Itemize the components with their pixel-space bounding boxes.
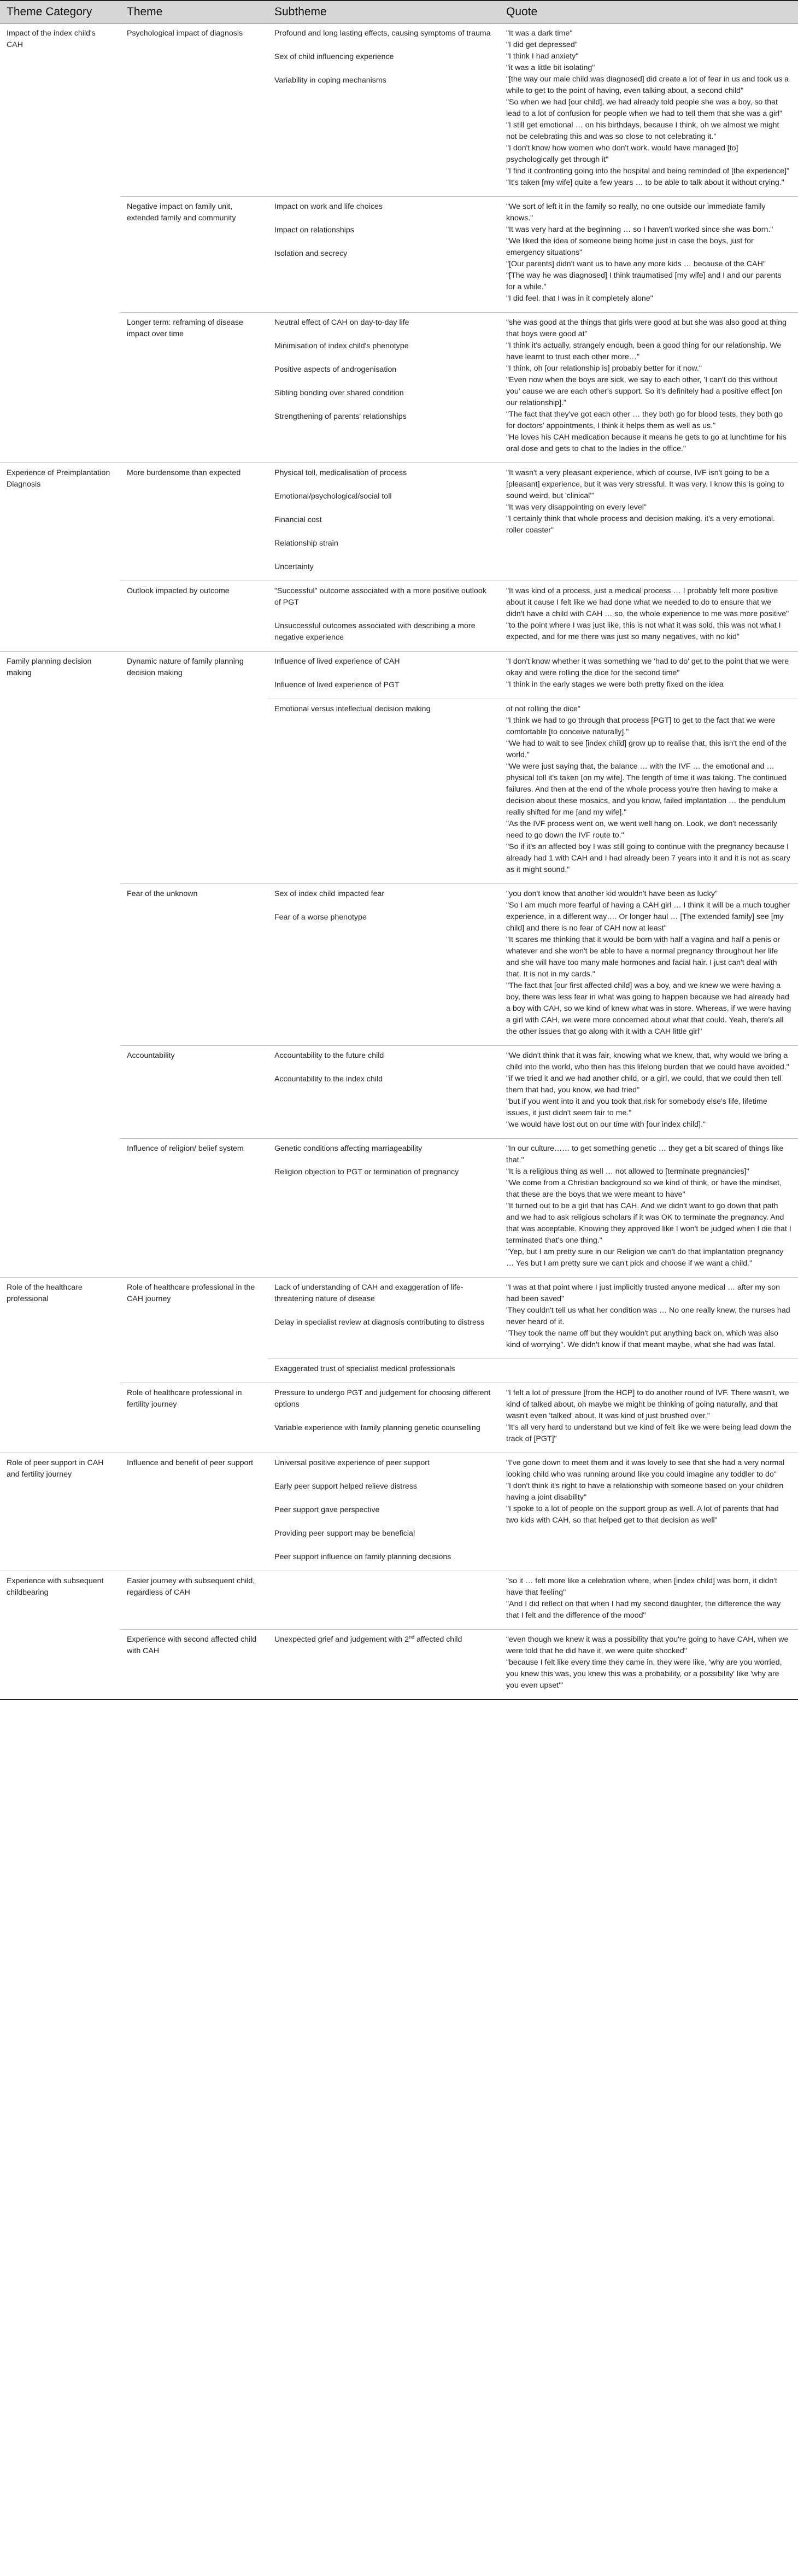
quote-text: "it was a little bit isolating": [506, 63, 595, 72]
quote-cell: [500, 1571, 798, 1630]
subtheme-item: Genetic conditions affecting marriageability: [274, 1144, 423, 1153]
quote-text: "It is a religious thing as well … not allowed to [terminate pregnancies]": [506, 1167, 749, 1176]
quote-text: "So if it's an affected boy I was still going to continue with the pregnancy because I already had 1 with CAH and I had already been 7 years into it and it is not as scary as it might sound.": [506, 842, 790, 874]
subtheme-item: Delay in specialist review at diagnosis contributing to distress: [274, 1318, 485, 1327]
quote-text: "I find it confronting going into the hospital and being reminded of [the experience]": [506, 167, 790, 175]
subtheme-item: Variable experience with family planning genetic counselling: [274, 1424, 480, 1432]
table-header: [0, 1, 798, 24]
theme-category-cell: Impact of the index child's CAH: [7, 29, 96, 49]
subtheme-item: Uncertainty: [274, 563, 314, 571]
theme-category-cell: Experience of Preimplantation Diagnosis: [7, 469, 110, 489]
quote-text: "I still get emotional … on his birthdays, because I think, oh we almost we might not be celebrating this and was so close to not celebrating it.": [506, 121, 779, 141]
subtheme-cell: [268, 581, 500, 652]
quote-cell: [500, 699, 798, 884]
quote-cell: [500, 1453, 798, 1571]
quote-cell: [500, 197, 798, 313]
table-row: [0, 1046, 798, 1139]
subtheme-item: Emotional/psychological/social toll: [274, 492, 392, 501]
subtheme-cell: [268, 1046, 500, 1139]
quote-cell: [500, 1359, 798, 1383]
quote-text: "[Our parents] didn't want us to have any more kids … because of the CAH": [506, 260, 766, 268]
quote-text: "It wasn't a very pleasant experience, which of course, IVF isn't going to be a [pleasant] experience, but it was very stressful. It was very. I know this is going to sound weird, but 'clinical'": [506, 469, 784, 500]
theme-cell: Dynamic nature of family planning decision making: [127, 657, 244, 677]
quote-text: of not rolling the dice": [506, 705, 580, 713]
subtheme-item: Isolation and secrecy: [274, 249, 348, 258]
subtheme-item: Influence of lived experience of CAH: [274, 657, 400, 666]
table-row: [0, 652, 798, 699]
ordinal-suffix: nd: [409, 1634, 415, 1640]
subtheme-item: Accountability to the future child: [274, 1051, 384, 1060]
theme-category-cell: [0, 1046, 120, 1139]
theme-cell: Psychological impact of diagnosis: [120, 24, 268, 197]
quote-text: "I did get depressed": [506, 40, 578, 49]
quote-text: "I think we had to go through that process [PGT] to get to the fact that we were comfortable [to conceive naturally].": [506, 716, 776, 736]
subtheme-cell: [268, 1453, 500, 1571]
quote-text: "even though we knew it was a possibility that you're going to have CAH, when we were told that he did have it, we were quite shocked": [506, 1635, 789, 1655]
subtheme-item: Religion objection to PGT or termination of pregnancy: [274, 1168, 459, 1176]
table-row: [0, 1359, 798, 1383]
quote-cell: [500, 24, 798, 197]
theme-cell: More burdensome than expected: [120, 463, 268, 581]
quote-text: "The fact that they've got each other … they both go for blood tests, they both go for doctors' appointments, I think it helps them as well as us.": [506, 410, 783, 430]
quote-text: "They took the name off but they wouldn't put anything back on, which was also kind of worrying". We didn't know if that meant maybe, what she had was fatal.: [506, 1329, 779, 1349]
theme-category-cell: [0, 313, 120, 463]
table-row: [0, 884, 798, 1046]
theme-category-cell: [0, 581, 120, 652]
subtheme-item: Exaggerated trust of specialist medical professionals: [274, 1365, 455, 1373]
subtheme-item: Universal positive experience of peer support: [274, 1459, 430, 1467]
quote-text: "The fact that [our first affected child] was a boy, and we knew we were having a boy, there was less fear in what was going to happen because we had already had a boy with CAH, so we kind of knew what was in store. Whereas, if we were having a girl with CAH, we were more concerned about what that could. Yeah, there's all the other issues that go along with it with a CAH little girl": [506, 981, 791, 1036]
quote-text: "So when we had [our child], we had already told people she was a boy, so that lead to a lot of confusion for people when we had to tell them that she was a girl": [506, 98, 783, 118]
quote-text: "I think, oh [our relationship is] probably better for it now.": [506, 364, 702, 373]
quote-text: "I felt a lot of pressure [from the HCP] to do another round of IVF. There wasn't, we kind of talked about, oh maybe we might be thinking of going naturally, and that wasn't even 'talked' about. It was kind of just brushed over.": [506, 1389, 789, 1420]
header-row: [0, 1, 798, 24]
quote-text: "It scares me thinking that it would be born with half a vagina and half a penis or whatever and she won't be able to have a normal pregnancy throughout her life and she will have too many male hormones and facial hair. I just can't deal with that. It is not in my cards.": [506, 935, 781, 979]
table-row: [0, 1453, 798, 1571]
subtheme-cell: [268, 1139, 500, 1278]
theme-cell: Fear of the unknown: [120, 884, 268, 1046]
quote-text: "In our culture…… to get something genetic … they get a bit scared of things like that.": [506, 1144, 784, 1164]
subtheme-cell: [268, 24, 500, 197]
theme-category-cell: [0, 1359, 120, 1383]
subtheme-cell: [268, 1359, 500, 1383]
quote-text: "I was at that point where I just implicitly trusted anyone medical … after my son had been saved": [506, 1283, 781, 1303]
quote-text: 'They couldn't tell us what her condition was … No one really knew, the nurses had never heard of it.: [506, 1306, 790, 1326]
subtheme-item: Peer support influence on family planning decisions: [274, 1553, 451, 1561]
table-row: [0, 197, 798, 313]
subtheme-item: "Successful" outcome associated with a more positive outlook of PGT: [274, 587, 486, 607]
subtheme-item: Variability in coping mechanisms: [274, 76, 386, 85]
theme-category-cell: Family planning decision making: [7, 657, 92, 677]
quote-text: "It was a dark time": [506, 29, 573, 38]
subtheme-cell: [268, 1383, 500, 1453]
quote-cell: [500, 884, 798, 1046]
subtheme-item: [274, 1634, 493, 1646]
subtheme-cell: [268, 699, 500, 884]
quote-text: "I think it's actually, strangely enough, been a good thing for our relationship. We have learnt to trust each other more…": [506, 341, 782, 361]
quote-text: "I don't know whether it was something we 'had to do' get to the point that we were okay and were rolling the dice for the second time": [506, 657, 789, 677]
subtheme-item: Accountability to the index child: [274, 1075, 383, 1084]
subtheme-item: Neutral effect of CAH on day-to-day life: [274, 318, 409, 327]
quote-cell: [500, 581, 798, 652]
quote-text: "I did feel. that I was in it completely alone": [506, 294, 653, 303]
subtheme-item: Impact on work and life choices: [274, 202, 383, 211]
theme-cell: Role of healthcare professional in fertility journey: [120, 1383, 268, 1453]
quote-text: "It was kind of a process, just a medical process … I probably felt more positive about it cause I felt like we had done what we needed to do to ensure that we didn't have a child with CAH … so, the whole experience to me was more positive": [506, 587, 789, 618]
theme-cell: Experience with second affected child with CAH: [120, 1630, 268, 1700]
theme-cell: [120, 1359, 268, 1383]
table-row: [0, 1571, 798, 1630]
theme-category-cell: Experience with subsequent childbearing: [7, 1577, 104, 1597]
theme-category-cell: [0, 884, 120, 1046]
theme-cell: Influence of religion/ belief system: [120, 1139, 268, 1278]
theme-cell: Outlook impacted by outcome: [120, 581, 268, 652]
table-row: [0, 1630, 798, 1700]
quote-text: "We come from a Christian background so we kind of think, or have the mindset, that these are the boys that we were meant to have": [506, 1179, 782, 1199]
quote-cell: [500, 1278, 798, 1359]
subtheme-item: Providing peer support may be beneficial: [274, 1529, 415, 1538]
subtheme-item: Emotional versus intellectual decision making: [274, 705, 431, 713]
quote-text: "I certainly think that whole process and decision making. it's a very emotional. roller coaster": [506, 514, 775, 535]
subtheme-item: Sex of child influencing experience: [274, 52, 394, 61]
quote-text: "We had to wait to see [index child] grow up to realise that, this isn't the end of the world.": [506, 739, 787, 759]
subtheme-item: Positive aspects of androgenisation: [274, 365, 397, 374]
subtheme-cell: [268, 652, 500, 699]
theme-category-cell: [0, 197, 120, 313]
subtheme-item: Impact on relationships: [274, 226, 354, 235]
table-body: [0, 24, 798, 1700]
subtheme-cell: [268, 1278, 500, 1359]
quote-text: "It turned out to be a girl that has CAH. And we didn't want to go down that path and we had to ask religious scholars if it was OK to terminate the pregnancy. And that was acceptable. Knowing they approved like I won't be judged when I die that I terminated that's one thing.": [506, 1202, 791, 1245]
header-subtheme: Subtheme: [268, 1, 500, 24]
quote-text: "I think I had anxiety": [506, 52, 579, 61]
quote-cell: [500, 652, 798, 699]
quote-text: "if we tried it and we had another child, or a girl, we could, that we could then tell them that had, you know, we had tried": [506, 1074, 782, 1094]
table-row: [0, 1383, 798, 1453]
subtheme-item: Influence of lived experience of PGT: [274, 681, 400, 689]
theme-cell: Easier journey with subsequent child, regardless of CAH: [120, 1571, 268, 1630]
quote-cell: [500, 463, 798, 581]
theme-category-cell: Role of the healthcare professional: [7, 1283, 83, 1303]
table-row: [0, 581, 798, 652]
quote-text: "because I felt like every time they came in, they were like, 'why are you worried, you knew this was, you knew this was a probability, or a possibility' like 'why are you even upset'": [506, 1658, 782, 1690]
table-row: [0, 313, 798, 463]
quote-cell: [500, 1383, 798, 1453]
quote-text: "We sort of left it in the family so really, no one outside our immediate family knows.": [506, 202, 766, 223]
quote-text: "We liked the idea of someone being home just in case the boys, just for emergency situations": [506, 237, 754, 257]
theme-cell: Longer term: reframing of disease impact over time: [120, 313, 268, 463]
quote-text: "It's all very hard to understand but we kind of felt like we were being lead down the track of [PGT]": [506, 1423, 791, 1443]
subtheme-cell: [268, 1630, 500, 1700]
subtheme-item: Lack of understanding of CAH and exaggeration of life-threatening nature of disease: [274, 1283, 463, 1303]
quote-text: "to the point where I was just like, this is not what it was sold, this was not what I expected, and for me there was just so many negatives, with no kid": [506, 621, 781, 641]
table-row: [0, 1139, 798, 1278]
subtheme-item: Early peer support helped relieve distress: [274, 1482, 418, 1491]
quote-cell: [500, 1630, 798, 1700]
theme-category-cell: [0, 1383, 120, 1453]
quote-cell: [500, 1046, 798, 1139]
quote-cell: [500, 313, 798, 463]
subtheme-item: Fear of a worse phenotype: [274, 913, 367, 922]
subtheme-text: Unexpected grief and judgement with 2: [274, 1635, 409, 1644]
quote-text: "It was very hard at the beginning … so I haven't worked since she was born.": [506, 225, 773, 234]
subtheme-item: Sibling bonding over shared condition: [274, 389, 404, 397]
subtheme-item: Pressure to undergo PGT and judgement for choosing different options: [274, 1389, 491, 1409]
subtheme-cell: [268, 197, 500, 313]
quote-text: "He loves his CAH medication because it means he gets to go at lunchtime for his oral dose and gets to chat to the ladies in the office.": [506, 433, 787, 453]
subtheme-cell: [268, 313, 500, 463]
quote-text: "[The way he was diagnosed] I think traumatised [my wife] and I and our parents for a while.": [506, 271, 782, 291]
theme-cell: Accountability: [120, 1046, 268, 1139]
theme-category-cell: Role of peer support in CAH and fertility journey: [0, 1453, 120, 1571]
quote-text: "I think in the early stages we were both pretty fixed on the idea: [506, 680, 724, 689]
quote-text: "we would have lost out on our time with [our index child].": [506, 1120, 706, 1129]
quote-text: "[the way our male child was diagnosed] did create a lot of fear in us and took us a while to get to the point of having, even talking about, a second child": [506, 75, 789, 95]
quote-text: "It's taken [my wife] quite a few years … to be able to talk about it without crying.": [506, 178, 784, 187]
table-row: [0, 463, 798, 581]
subtheme-cell: [268, 1571, 500, 1630]
quote-text: "I spoke to a lot of people on the support group as well. A lot of parents that had two kids with CAH, so that helped get to that decision as well": [506, 1504, 779, 1525]
theme-cell: Influence and benefit of peer support: [120, 1453, 268, 1571]
subtheme-cell: [268, 463, 500, 581]
theme-category-cell: [0, 1630, 120, 1700]
header-theme-category: Theme Category: [0, 1, 120, 24]
quote-text: "And I did reflect on that when I had my second daughter, the difference the way that I felt and the difference of the mood": [506, 1600, 781, 1620]
quote-text: "you don't know that another kid wouldn't have been as lucky": [506, 889, 718, 898]
quote-text: "Even now when the boys are sick, we say to each other, 'I can't do this without you' cause we are each other's support. So it's definitely had a positive effect [on our relationship].": [506, 376, 783, 407]
header-quote: Quote: [500, 1, 798, 24]
quote-text: "I don't know how women who don't work. would have managed [to] psychologically get through it": [506, 144, 738, 164]
quote-text: "I don't think it's right to have a relationship with someone based on your children having a joint disability": [506, 1482, 784, 1502]
quote-text: "she was good at the things that girls were good at but she was also good at thing that boys were good at": [506, 318, 787, 338]
header-theme: Theme: [120, 1, 268, 24]
subtheme-cell: [268, 884, 500, 1046]
quote-text: "but if you went into it and you took that risk for somebody else's life, lifetime issues, it just didn't seem fair to me.": [506, 1097, 767, 1117]
table-row: [0, 699, 798, 884]
theme-cell: [120, 699, 268, 884]
subtheme-item: Physical toll, medicalisation of process: [274, 469, 407, 477]
theme-category-cell: [0, 699, 120, 884]
quote-text: "As the IVF process went on, we went well hang on. Look, we don't necessarily need to go down the IVF route to.": [506, 819, 777, 840]
subtheme-item: Sex of index child impacted fear: [274, 889, 385, 898]
theme-cell: Role of healthcare professional in the CAH journey: [127, 1283, 255, 1303]
table-row: [0, 24, 798, 197]
subtheme-text: affected child: [414, 1635, 462, 1644]
theme-cell: Negative impact on family unit, extended family and community: [120, 197, 268, 313]
subtheme-item: Minimisation of index child's phenotype: [274, 342, 409, 350]
subtheme-item: Profound and long lasting effects, causing symptoms of trauma: [274, 29, 491, 38]
subtheme-item: Financial cost: [274, 516, 322, 524]
subtheme-item: Strengthening of parents' relationships: [274, 412, 407, 421]
table-row: [0, 1278, 798, 1359]
quote-text: "We didn't think that it was fair, knowing what we knew, that, why would we bring a child into the world, who then has this lifelong burden that we could have avoided.": [506, 1051, 789, 1072]
subtheme-item: Relationship strain: [274, 539, 338, 548]
theme-category-cell: [0, 1139, 120, 1278]
quote-cell: [500, 1139, 798, 1278]
subtheme-item: Peer support gave perspective: [274, 1506, 380, 1514]
subtheme-item: Unsuccessful outcomes associated with describing a more negative experience: [274, 622, 476, 642]
quote-text: "It was very disappointing on every level": [506, 503, 647, 512]
quote-text: "Yep, but I am pretty sure in our Religion we can't do that implantation pregnancy … Yes but I am pretty sure we can't pick and choose if we want a child.": [506, 1248, 784, 1268]
quote-text: "We were just saying that, the balance … with the IVF … the emotional and … physical toll it's taken [on my wife]. The length of time it was taking. The continued failures. And then at the end of the whole process you're then having to make a decision about these mosaics, and you know, failed implantation … the pendulum really shifted for me [and my wife].": [506, 762, 787, 817]
quote-text: "So I am much more fearful of having a CAH girl … I think it will be a much tougher experience, in a different way…. Or longer haul … [The extended family] see [my child] and there is no fear of CAH now at least": [506, 901, 790, 933]
quote-text: "so it … felt more like a celebration where, when [index child] was born, it didn't have that feeling": [506, 1577, 777, 1597]
quote-text: "I've gone down to meet them and it was lovely to see that she had a very normal looking child who was running around like you could imagine any toddler to do": [506, 1459, 785, 1479]
